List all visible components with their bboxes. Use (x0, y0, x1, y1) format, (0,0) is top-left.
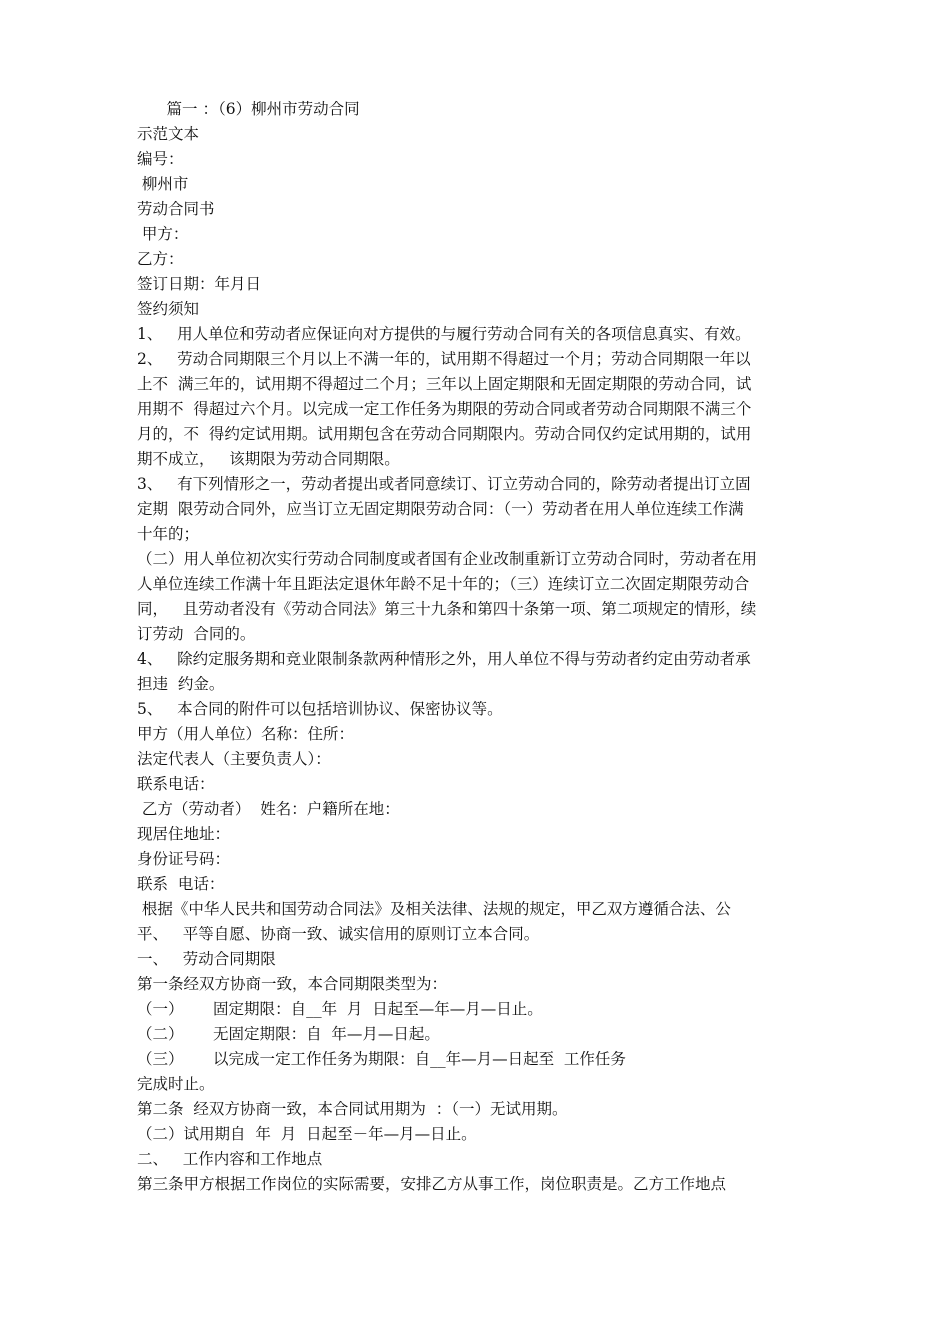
phone-field: 联系 电话： (137, 875, 225, 893)
text-line: 十年的； (137, 525, 200, 543)
signing-date-label: 签订日期：年月日 (137, 275, 262, 293)
section-heading: 二、 工作内容和工作地点 (137, 1150, 323, 1168)
contract-number-label: 编号： (137, 150, 184, 168)
text-line: 用期不 得超过六个月。以完成一定工作任务为期限的劳动合同或者劳动合同期限不满三个 (137, 400, 752, 418)
text-line: 完成时止。 (137, 1075, 215, 1093)
section-heading: 一、 劳动合同期限 (137, 950, 276, 968)
preamble-paragraph: 根据《中华人民共和国劳动合同法》及相关法律、法规的规定，甲乙双方遵循合法、公 (137, 900, 731, 918)
notice-item-1: 1、 用人单位和劳动者应保证向对方提供的与履行劳动合同有关的各项信息真实、有效。 (137, 325, 751, 343)
article-2: 第二条 经双方协商一致，本合同试用期为 ：（一）无试用期。 (137, 1100, 568, 1118)
text-line: 上不 满三年的，试用期不得超过二个月；三年以上固定期限和无固定期限的劳动合同，试 (137, 375, 752, 393)
text-line: 订劳动 合同的。 (137, 625, 256, 643)
article-1: 第一条经双方协商一致，本合同期限类型为： (137, 975, 448, 993)
phone-field: 联系电话： (137, 775, 215, 793)
heading-title: 篇一 ：（6）柳州市劳动合同 (137, 100, 360, 118)
notice-item-2: 2、 劳动合同期限三个月以上不满一年的，试用期不得超过一个月；劳动合同期限一年以 (137, 350, 751, 368)
party-a-label: 甲方： (137, 225, 189, 243)
article-3: 第三条甲方根据工作岗位的实际需要，安排乙方从事工作，岗位职责是。乙方工作地点 (137, 1175, 727, 1193)
notice-item-5: 5、 本合同的附件可以包括培训协议、保密协议等。 (137, 700, 503, 718)
party-a-name-field: 甲方（用人单位）名称：住所： (137, 725, 355, 743)
article-2-option-2: （二）试用期自 年 月 日起至－年—月—日止。 (137, 1125, 477, 1143)
address-field: 现居住地址： (137, 825, 231, 843)
text-line: 月的，不 得约定试用期。试用期包含在劳动合同期限内。劳动合同仅约定试用期的，试用 (137, 425, 752, 443)
section-heading: 签约须知 (137, 300, 200, 318)
article-1-option-2: （二） 无固定期限：自 年—月—日起。 (137, 1025, 440, 1043)
party-b-name-field: 乙方（劳动者） 姓名：户籍所在地： (137, 800, 400, 818)
text-line: 人单位连续工作满十年且距法定退休年龄不足十年的；（三）连续订立二次固定期限劳动合 (137, 575, 750, 593)
text-line: 担违 约金。 (137, 675, 225, 693)
text-line: 定期 限劳动合同外，应当订立无固定期限劳动合同：（一）劳动者在用人单位连续工作满 (137, 500, 744, 518)
id-number-field: 身份证号码： (137, 850, 231, 868)
text-line: （二）用人单位初次实行劳动合同制度或者国有企业改制重新订立劳动合同时，劳动者在用 (137, 550, 758, 568)
article-1-option-3: （三） 以完成一定工作任务为期限：自__年—月—日起至 工作任务 (137, 1050, 626, 1068)
text-line: 期不成立， 该期限为劳动合同期限。 (137, 450, 400, 468)
notice-item-3: 3、 有下列情形之一，劳动者提出或者同意续订、订立劳动合同的，除劳动者提出订立固 (137, 475, 751, 493)
city-line: 柳州市 (137, 175, 189, 193)
document-title: 劳动合同书 (137, 200, 215, 218)
notice-item-4: 4、 除约定服务期和竞业限制条款两种情形之外，用人单位不得与劳动者约定由劳动者承 (137, 650, 751, 668)
text-line: 平、 平等自愿、协商一致、诚实信用的原则订立本合同。 (137, 925, 540, 943)
party-b-label: 乙方： (137, 250, 184, 268)
text-line: 示范文本 (137, 125, 200, 143)
legal-rep-field: 法定代表人（主要负责人）： (137, 750, 331, 768)
text-line: 同， 且劳动者没有《劳动合同法》第三十九条和第四十条第一项、第二项规定的情形，续 (137, 600, 757, 618)
article-1-option-1: （一） 固定期限：自__年 月 日起至—年—月—日止。 (137, 1000, 543, 1018)
